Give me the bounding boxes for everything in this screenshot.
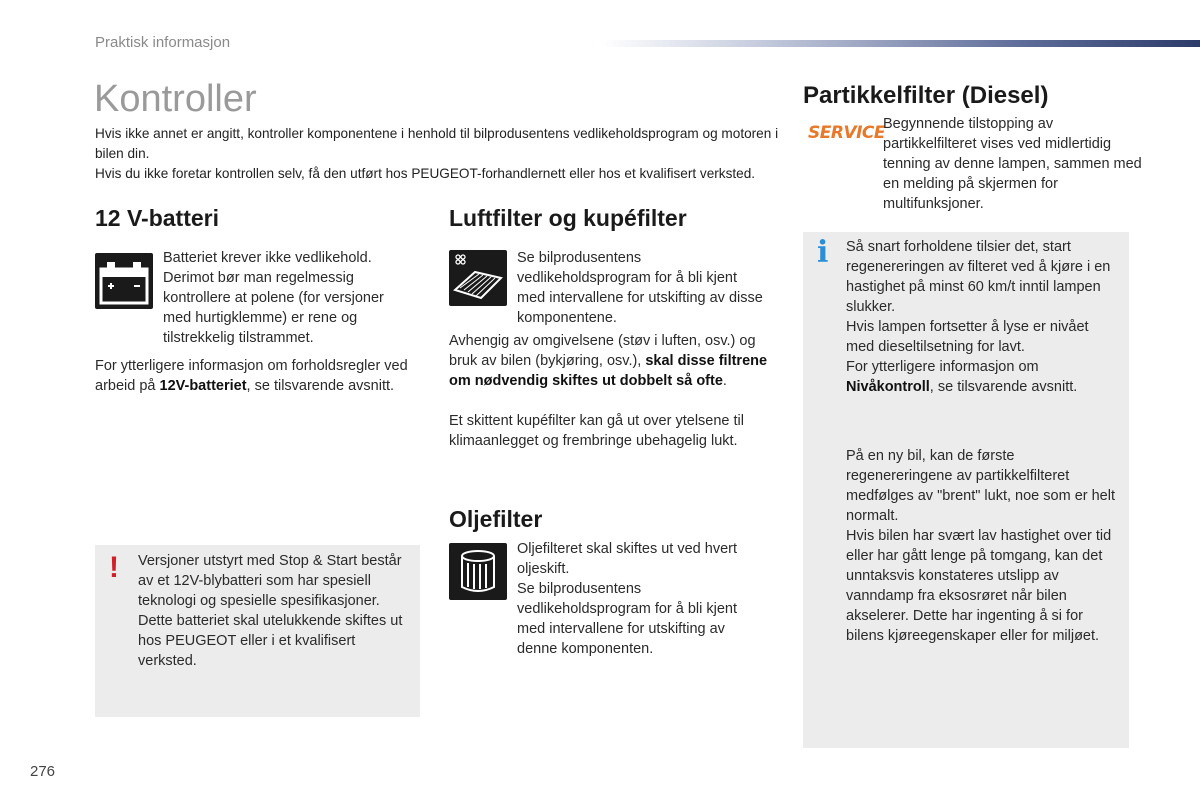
info-paragraph-3 (846, 357, 1118, 397)
air-filter-section-title: Luftfilter og kupéfilter (449, 205, 687, 231)
battery-section-title: 12 V-batteri (95, 205, 219, 231)
page-title: Kontroller (94, 78, 257, 120)
particle-filter-info-text (846, 237, 1118, 397)
battery-more-info (95, 356, 415, 396)
battery-description: Batteriet krever ikke vedlikehold. Derimot bør man regelmessig kontrollere at polene (for versjoner med hurtigklemme) er rene og tilstrekkelig tilstrammet. (163, 250, 384, 346)
battery-icon (95, 253, 153, 309)
oil-filter-icon (449, 543, 507, 600)
page-number: 276 (30, 763, 56, 780)
particle-filter-section-title: Partikkelfilter (Diesel) (803, 82, 1049, 109)
service-warning-light: SERVICE (808, 123, 886, 143)
battery-more-bold: 12V-batteriet (159, 378, 247, 394)
particle-filter-info-text-2 (846, 446, 1121, 646)
battery-warning-paragraph-2: Dette batteriet skal utelukkende skiftes ut hos PEUGEOT eller i et kvalifisert verksted. (138, 613, 403, 669)
info-paragraph-2: Hvis lampen fortsetter å lyse er nivået med dieseltilsetning for lavt. (846, 319, 1089, 355)
air-filter-description: Se bilprodusentens vedlikeholdsprogram for å bli kjent med intervallene for utskifting av disse komponentene. (517, 250, 763, 326)
battery-more-suffix: , se tilsvarende avsnitt. (246, 378, 395, 394)
oil-filter-description (517, 539, 767, 659)
particle-filter-info-box (803, 232, 1129, 748)
air-filter-environment (449, 331, 774, 391)
intro-paragraph-2: Hvis du ikke foretar kontrollen selv, få den utført hos PEUGEOT-forhandlernett eller hos et kvalifisert verksted. (95, 166, 756, 181)
intro-text (95, 124, 785, 184)
particle-filter-description: Begynnende tilstopping av partikkelfilteret vises ved midlertidig tenning av denne lampen, sammen med en melding på skjermen for multifunksjoner. (883, 116, 1142, 212)
oil-filter-paragraph-2: Se bilprodusentens vedlikeholdsprogram for å bli kjent med intervallene for utskifting av denne komponenten. (517, 581, 738, 657)
intro-paragraph-1: Hvis ikke annet er angitt, kontroller komponentene i henhold til bilprodusentens vedlikeholdsprogram og motoren i bilen din. (95, 126, 779, 161)
header-gradient-bar (600, 40, 1200, 47)
info-paragraph-3-bold: Nivåkontroll (846, 379, 930, 395)
oil-filter-paragraph-1: Oljefilteret skal skiftes ut ved hvert oljeskift. (517, 541, 737, 577)
battery-warning-text (138, 551, 410, 671)
battery-warning-box (95, 545, 420, 717)
air-filter-env-prefix: Avhengig av omgivelsene (støv i luften, osv.) og bruk av bilen (bykjøring, osv.), (449, 333, 756, 369)
info-icon: i (817, 235, 829, 270)
info-paragraph-3-prefix: For ytterligere informasjon om (846, 359, 1039, 375)
battery-warning-paragraph-1: Versjoner utstyrt med Stop & Start består av et 12V-blybatteri som har spesiell teknologi og spesielle spesifikasjoner. (138, 553, 402, 609)
info-paragraph-1: Så snart forholdene tilsier det, start regenereringen av filteret ved å kjøre i en hastighet på minst 60 km/t inntil lampen slukker. (846, 239, 1111, 315)
section-header-label: Praktisk informasjon (95, 34, 231, 51)
air-filter-env-suffix: . (722, 373, 727, 389)
air-filter-env-bold: skal disse filtrene om nødvendig skiftes ut dobbelt så ofte (449, 353, 768, 389)
info-paragraph-5: Hvis bilen har svært lav hastighet over tid eller har gått lenge på tomgang, kan det unntaksvis konstateres utslipp av vanndamp fra eksosrøret når bilen akselerer. Dette har ingenting å si for bilens kjøreegenskaper eller for miljøet. (846, 528, 1112, 644)
info-paragraph-3-suffix: , se tilsvarende avsnitt. (929, 379, 1078, 395)
battery-more-prefix: For ytterligere informasjon om forholdsregler ved arbeid på (95, 358, 408, 394)
warning-icon: ! (109, 551, 119, 584)
oil-filter-section-title: Oljefilter (449, 506, 543, 532)
info-paragraph-4: På en ny bil, kan de første regenereringene av partikkelfilteret medfølges av "brent" lukt, noe som er helt normalt. (846, 448, 1116, 524)
cabin-filter-note: Et skittent kupéfilter kan gå ut over ytelsene til klimaanlegget og frembringe ubehagelig lukt. (449, 413, 744, 449)
air-filter-icon (449, 250, 507, 306)
